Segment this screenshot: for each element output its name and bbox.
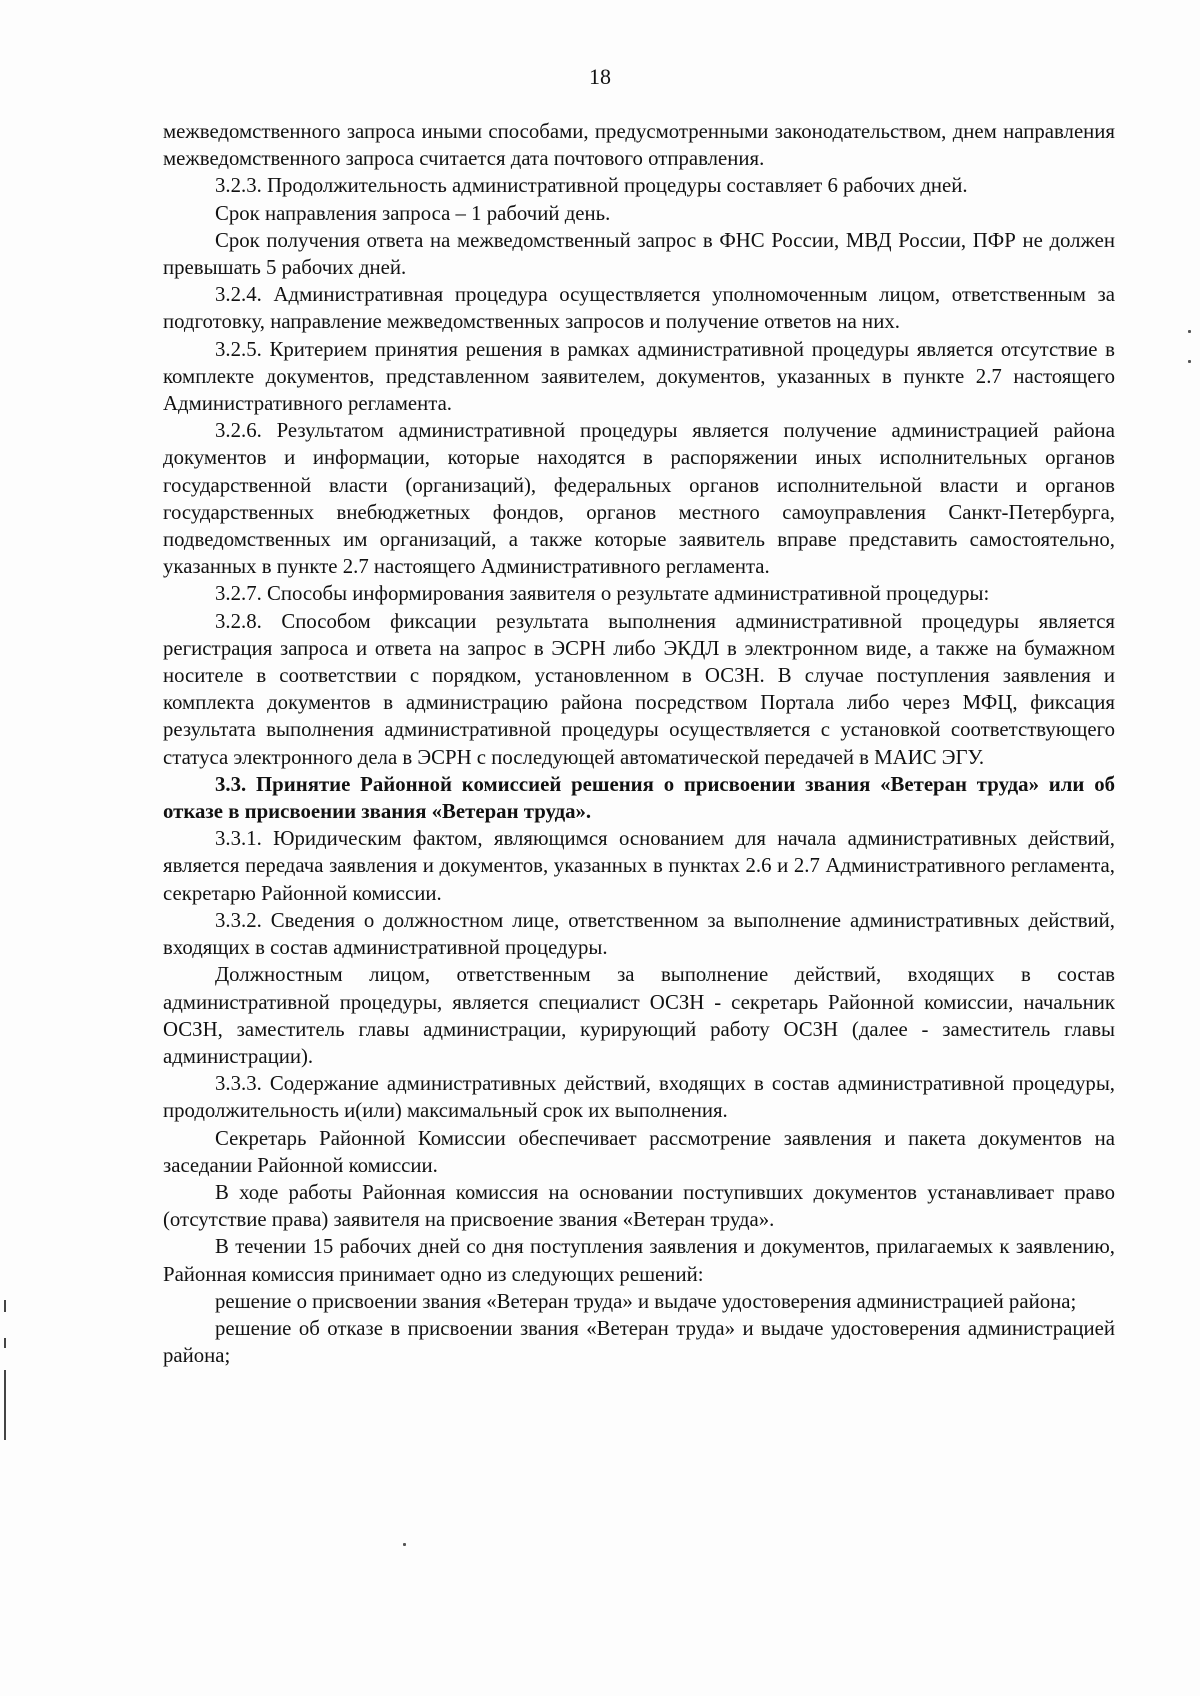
paragraph: Должностным лицом, ответственным за выполнение действий, входящих в состав административной процедуры, является специалист ОСЗН - секретарь Районной комиссии, начальник ОСЗН, заместитель главы администрации, курирующий работу ОСЗН (далее - заместитель главы администрации). [163, 963, 1115, 1068]
scan-margin-mark [4, 1370, 6, 1440]
paragraph: В ходе работы Районная комиссия на основании поступивших документов устанавливает право (отсутствие права) заявителя на присвоение звания «Ветеран труда». [163, 1180, 1115, 1232]
paragraph: межведомственного запроса иными способами, предусмотренными законодательством, днем направления межведомственного запроса считается дата почтового отправления. [163, 120, 1115, 171]
paragraph: Срок направления запроса – 1 рабочий день. [215, 201, 611, 225]
paragraph: 3.2.4. Административная процедура осуществляется уполномоченным лицом, ответственным за подготовку, направление межведомственных запросов и получение ответов на них. [163, 283, 1115, 334]
paragraph: решение о присвоении звания «Ветеран труда» и выдаче удостоверения администрацией района; [215, 1289, 1077, 1313]
document-body [163, 118, 1115, 1369]
paragraph: 3.3.3. Содержание административных действий, входящих в состав административной процедуры, продолжительность и(или) максимальный срок их выполнения. [163, 1072, 1115, 1123]
scan-speck [403, 1543, 406, 1546]
paragraph: 3.2.6. Результатом административной процедуры является получение администрацией района документов и информации, которые находятся в распоряжении иных исполнительных органов государственной власти (организаций), федеральных органов исполнительной власти и органов государственных внебюджетных фондов, органов местного самоуправления Санкт-Петербурга, подведомственных им организаций, а также которые заявитель вправе представить самостоятельно, указанных в пункте 2.7 настоящего Административного регламента. [163, 419, 1115, 579]
section-heading: 3.3. Принятие Районной комиссией решения о присвоении звания «Ветеран труда» или об отказе в присвоении звания «Ветеран труда». [163, 772, 1115, 824]
paragraph: 3.3.2. Сведения о должностном лице, ответственном за выполнение административных действий, входящих в состав административной процедуры. [163, 908, 1115, 960]
scan-margin-mark [4, 1338, 6, 1348]
scan-margin-mark [4, 1300, 6, 1312]
page-number: 18 [589, 64, 611, 89]
paragraph: 3.2.5. Критерием принятия решения в рамках административной процедуры является отсутствие в комплекте документов, представленном заявителем, документов, указанных в пункте 2.7 настоящего Административного регламента. [163, 337, 1115, 416]
paragraph: решение об отказе в присвоении звания «Ветеран труда» и выдаче удостоверения администрацией района; [163, 1316, 1115, 1368]
paragraph: В течении 15 рабочих дней со дня поступления заявления и документов, прилагаемых к заявлению, Районная комиссия принимает одно из следующих решений: [163, 1235, 1115, 1286]
scan-speck [1188, 360, 1191, 363]
scan-speck [1188, 330, 1191, 333]
paragraph: 3.2.8. Способом фиксации результата выполнения административной процедуры является регистрация запроса и ответа на запрос в ЭСРН либо ЭКДЛ в электронном виде, а также на бумажном носителе в соответствии с порядком, установленном в ОСЗН. В случае поступления заявления и комплекта документов в администрацию района посредством Портала либо через МФЦ, фиксация результата выполнения административной процедуры осуществляется с установкой соответствующего статуса электронного дела в ЭСРН с последующей автоматической передачей в МАИС ЭГУ. [163, 609, 1115, 769]
paragraph: Срок получения ответа на межведомственный запрос в ФНС России, МВД России, ПФР не должен превышать 5 рабочих дней. [163, 228, 1115, 280]
paragraph: 3.3.1. Юридическим фактом, являющимся основанием для начала административных действий, является передача заявления и документов, указанных в пунктах 2.6 и 2.7 Административного регламента, секретарю Районной комиссии. [163, 827, 1115, 905]
paragraph: 3.2.3. Продолжительность административной процедуры составляет 6 рабочих дней. [215, 174, 968, 198]
paragraph: 3.2.7. Способы информирования заявителя о результате административной процедуры: [215, 582, 990, 606]
paragraph: Секретарь Районной Комиссии обеспечивает рассмотрение заявления и пакета документов на заседании Районной комиссии. [163, 1126, 1115, 1177]
